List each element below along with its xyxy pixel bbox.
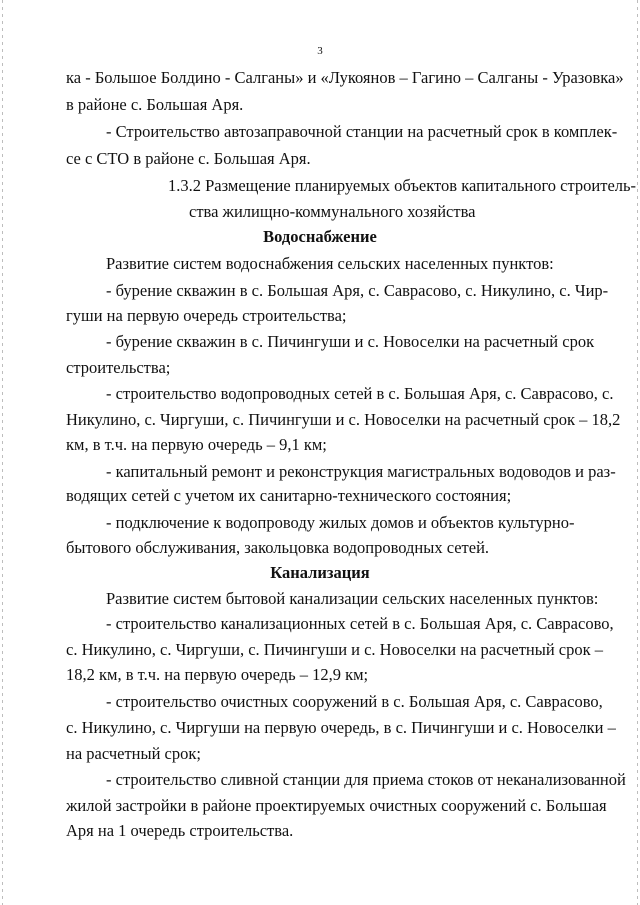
subheading-water-supply: Водоснабжение [263, 227, 377, 246]
text-line: се с СТО в районе с. Большая Аря. [66, 149, 311, 168]
text-line: Аря на 1 очередь строительства. [66, 821, 294, 840]
text-line: км, в т.ч. на первую очередь – 9,1 км; [66, 435, 327, 454]
text-line: 18,2 км, в т.ч. на первую очередь – 12,9 км; [66, 665, 369, 684]
text-line: бытового обслуживания, закольцовка водопроводных сетей. [66, 538, 490, 557]
text-line: - бурение скважин в с. Большая Аря, с. Саврасово, с. Никулино, с. Чир- [106, 281, 609, 300]
text-line: гуши на первую очередь строительства; [66, 306, 347, 325]
text-line: - строительство очистных сооружений в с. Большая Аря, с. Саврасово, [106, 692, 603, 711]
section-heading-line: 1.3.2 Размещение планируемых объектов капитального строитель- [168, 176, 637, 195]
text-line: Развитие систем водоснабжения сельских населенных пунктов: [106, 254, 554, 273]
section-heading-line: ства жилищно-коммунального хозяйства [189, 202, 476, 221]
text-line: - Строительство автозаправочной станции на расчетный срок в комплек- [106, 122, 618, 141]
text-line: - бурение скважин в с. Пичингуши и с. Новоселки на расчетный срок [106, 332, 595, 351]
subheading-sewerage: Канализация [270, 563, 370, 582]
text-line: на расчетный срок; [66, 744, 201, 763]
page-number: 3 [317, 45, 323, 57]
text-line: Развитие систем бытовой канализации сельских населенных пунктов: [106, 589, 599, 608]
scan-edge-left [2, 0, 3, 905]
text-line: жилой застройки в районе проектируемых очистных сооружений с. Большая [66, 796, 607, 815]
text-line: с. Никулино, с. Чиргуши, с. Пичингуши и с. Новоселки на расчетный срок – [66, 640, 604, 659]
text-line: - строительство канализационных сетей в с. Большая Аря, с. Саврасово, [106, 614, 614, 633]
text-line: с. Никулино, с. Чиргуши на первую очередь, в с. Пичингуши и с. Новоселки – [66, 718, 616, 737]
text-line: - подключение к водопроводу жилых домов и объектов культурно- [106, 513, 575, 532]
text-line: водящих сетей с учетом их санитарно-технического состояния; [66, 486, 512, 505]
text-line: в районе с. Большая Аря. [66, 95, 244, 114]
text-line: - строительство сливной станции для приема стоков от неканализованной [106, 770, 626, 789]
text-line: - капитальный ремонт и реконструкция магистральных водоводов и раз- [106, 462, 616, 481]
scan-edge-right [637, 0, 638, 905]
text-line: - строительство водопроводных сетей в с. Большая Аря, с. Саврасово, с. [106, 384, 614, 403]
text-line: ка - Большое Болдино - Салганы» и «Лукоянов – Гагино – Салганы - Уразовка» [66, 68, 624, 87]
text-line: строительства; [66, 358, 171, 377]
text-line: Никулино, с. Чиргуши, с. Пичингуши и с. Новоселки на расчетный срок – 18,2 [66, 410, 621, 429]
